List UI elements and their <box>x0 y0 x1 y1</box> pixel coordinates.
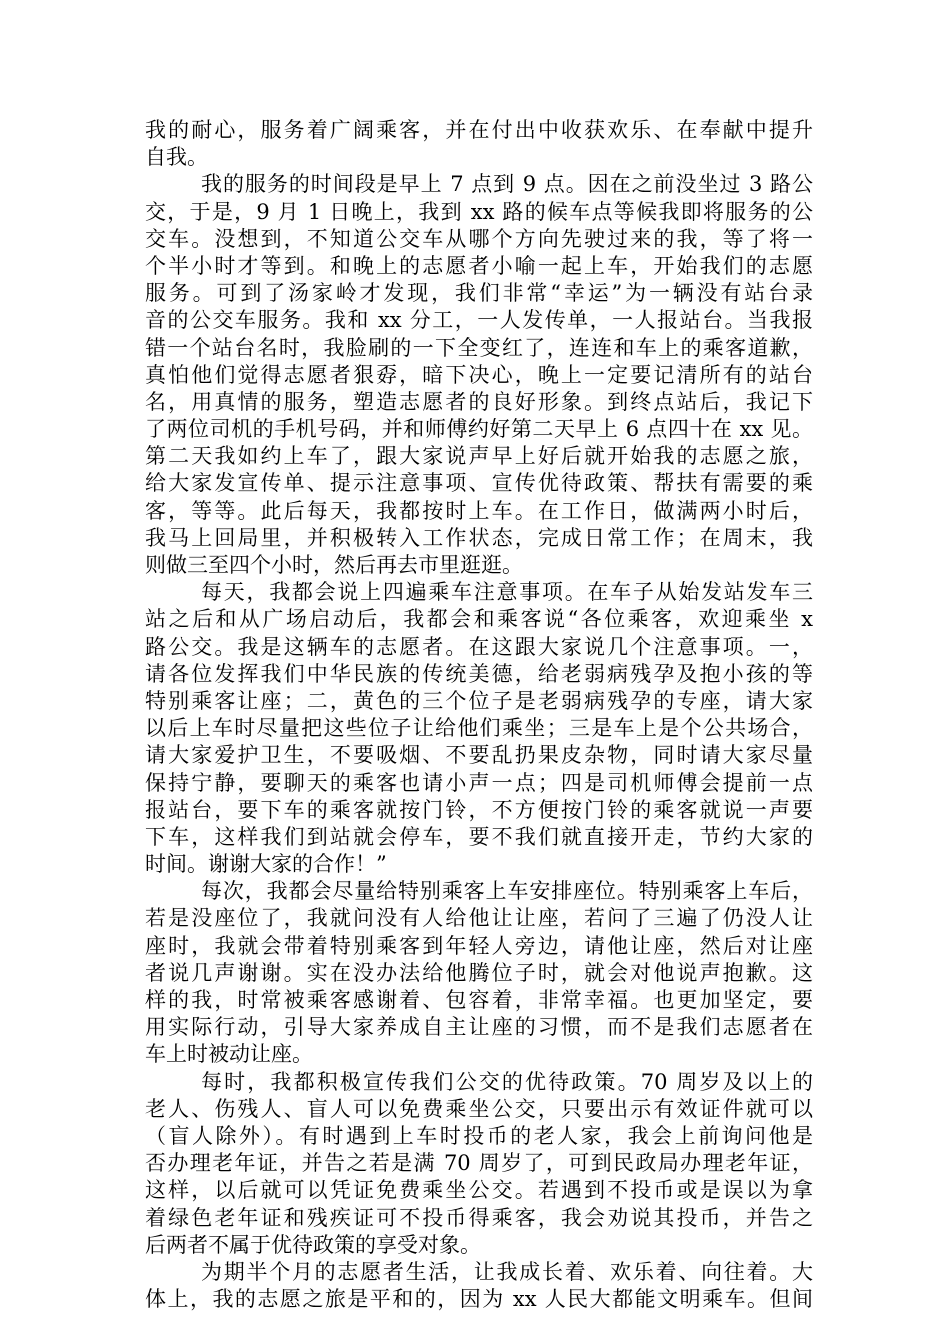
text-line: 自我。 <box>145 145 208 170</box>
text-line: 座时，我就会带着特别乘客到年轻人旁边，请他让座，然后对让座 <box>145 933 813 958</box>
text-line: 否办理老年证，并告之若是满 70 周岁了，可到民政局办理老年证， <box>145 1151 813 1176</box>
text-line: 我马上回局里，并积极转入工作状态，完成日常工作；在周末，我 <box>145 525 813 550</box>
text-line: 音的公交车服务。我和 xx 分工，一人发传单，一人报站台。当我报 <box>145 308 813 333</box>
text-line: 我的耐心，服务着广阔乘客，并在付出中收获欢乐、在奉献中提升 <box>145 118 813 142</box>
text-line: 给大家发宣传单、提示注意事项、宣传优待政策、帮扶有需要的乘 <box>145 471 813 496</box>
text-line: 客，等等。此后每天，我都按时上车。在工作日，做满两小时后， <box>145 498 813 523</box>
document-page <box>145 117 813 1313</box>
text-line: 请各位发挥我们中华民族的传统美德，给老弱病残孕及抱小孩的等 <box>145 661 813 686</box>
text-line: 特别乘客让座；二，黄色的三个位子是老弱病残孕的专座，请大家 <box>145 688 813 713</box>
text-line: 服务。可到了汤家岭才发现，我们非常“幸运”为一辆没有站台录 <box>145 281 813 306</box>
text-line: 我的服务的时间段是早上 7 点到 9 点。因在之前没坐过 3 路公 <box>201 172 813 197</box>
text-line: 每天，我都会说上四遍乘车注意事项。在车子从始发站发车三 <box>201 580 813 605</box>
text-line: 第二天我如约上车了，跟大家说声早上好后就开始我的志愿之旅， <box>145 444 813 469</box>
text-line: 站之后和从广场启动后，我都会和乘客说“各位乘客，欢迎乘坐 x <box>145 607 813 632</box>
paragraph <box>145 878 813 1068</box>
text-line: 老人、伤残人、盲人可以免费乘坐公交，只要出示有效证件就可以 <box>145 1096 813 1121</box>
text-line: 每时，我都积极宣传我们公交的优待政策。70 周岁及以上的 <box>201 1069 813 1094</box>
paragraph <box>145 117 813 171</box>
text-line: 则做三至四个小时，然后再去市里逛逛。 <box>145 553 523 577</box>
text-line: 着绿色老年证和残疾证可不投币得乘客，我会劝说其投币，并告之 <box>145 1205 813 1230</box>
paragraph <box>145 171 813 579</box>
text-line: 时间。谢谢大家的合作！” <box>145 852 387 877</box>
paragraph <box>145 579 813 878</box>
text-line: 真怕他们觉得志愿者狠孬，暗下决心，晚上一定要记清所有的站台 <box>145 362 813 387</box>
paragraph <box>145 1069 813 1259</box>
text-line: 了两位司机的手机号码，并和师傅约好第二天早上 6 点四十在 xx 见。 <box>145 417 813 442</box>
text-line: 体上，我的志愿之旅是平和的，因为 xx 人民大都能文明乘车。但间 <box>145 1287 813 1312</box>
text-line: 错一个站台名时，我脸刷的一下全变红了，连连和车上的乘客道歉， <box>145 335 813 360</box>
text-line: 者说几声谢谢。实在没办法给他腾位子时，就会对他说声抱歉。这 <box>145 960 813 985</box>
text-line: 为期半个月的志愿者生活，让我成长着、欢乐着、向往着。大 <box>201 1259 813 1284</box>
text-line: 每次，我都会尽量给特别乘客上车安排座位。特别乘客上车后， <box>201 879 813 904</box>
text-line: 以后上车时尽量把这些位子让给他们乘坐；三是车上是个公共场合， <box>145 716 813 741</box>
text-line: 交，于是，9 月 1 日晚上，我到 xx 路的候车点等候我即将服务的公 <box>145 199 813 224</box>
text-line: 这样，以后就可以凭证免费乘坐公交。若遇到不投币或是误以为拿 <box>145 1178 813 1203</box>
text-line: 个半小时才等到。和晚上的志愿者小喻一起上车，开始我们的志愿 <box>145 253 813 278</box>
text-line: （盲人除外）。有时遇到上车时投币的老人家，我会上前询问他是 <box>145 1123 813 1148</box>
text-line: 下车，这样我们到站就会停车，要不我们就直接开走，节约大家的 <box>145 824 813 849</box>
text-line: 后两者不属于优待政策的享受对象。 <box>145 1232 481 1257</box>
text-line: 用实际行动，引导大家养成自主让座的习惯，而不是我们志愿者在 <box>145 1015 813 1040</box>
text-line: 报站台，要下车的乘客就按门铃，不方便按门铃的乘客就说一声要 <box>145 797 813 822</box>
text-line: 车上时被动让座。 <box>145 1042 313 1067</box>
text-line: 保持宁静，要聊天的乘客也请小声一点；四是司机师傅会提前一点 <box>145 770 813 795</box>
paragraph <box>145 1259 813 1313</box>
text-line: 若是没座位了，我就问没有人给他让让座，若问了三遍了仍没人让 <box>145 906 813 931</box>
text-line: 交车。没想到，不知道公交车从哪个方向先驶过来的我，等了将一 <box>145 226 813 251</box>
text-line: 样的我，时常被乘客感谢着、包容着，非常幸福。也更加坚定，要 <box>145 988 813 1012</box>
text-line: 路公交。我是这辆车的志愿者。在这跟大家说几个注意事项。一， <box>145 634 813 659</box>
text-line: 请大家爱护卫生，不要吸烟、不要乱扔果皮杂物，同时请大家尽量 <box>145 743 813 768</box>
text-line: 名，用真情的服务，塑造志愿者的良好形象。到终点站后，我记下 <box>145 389 813 414</box>
